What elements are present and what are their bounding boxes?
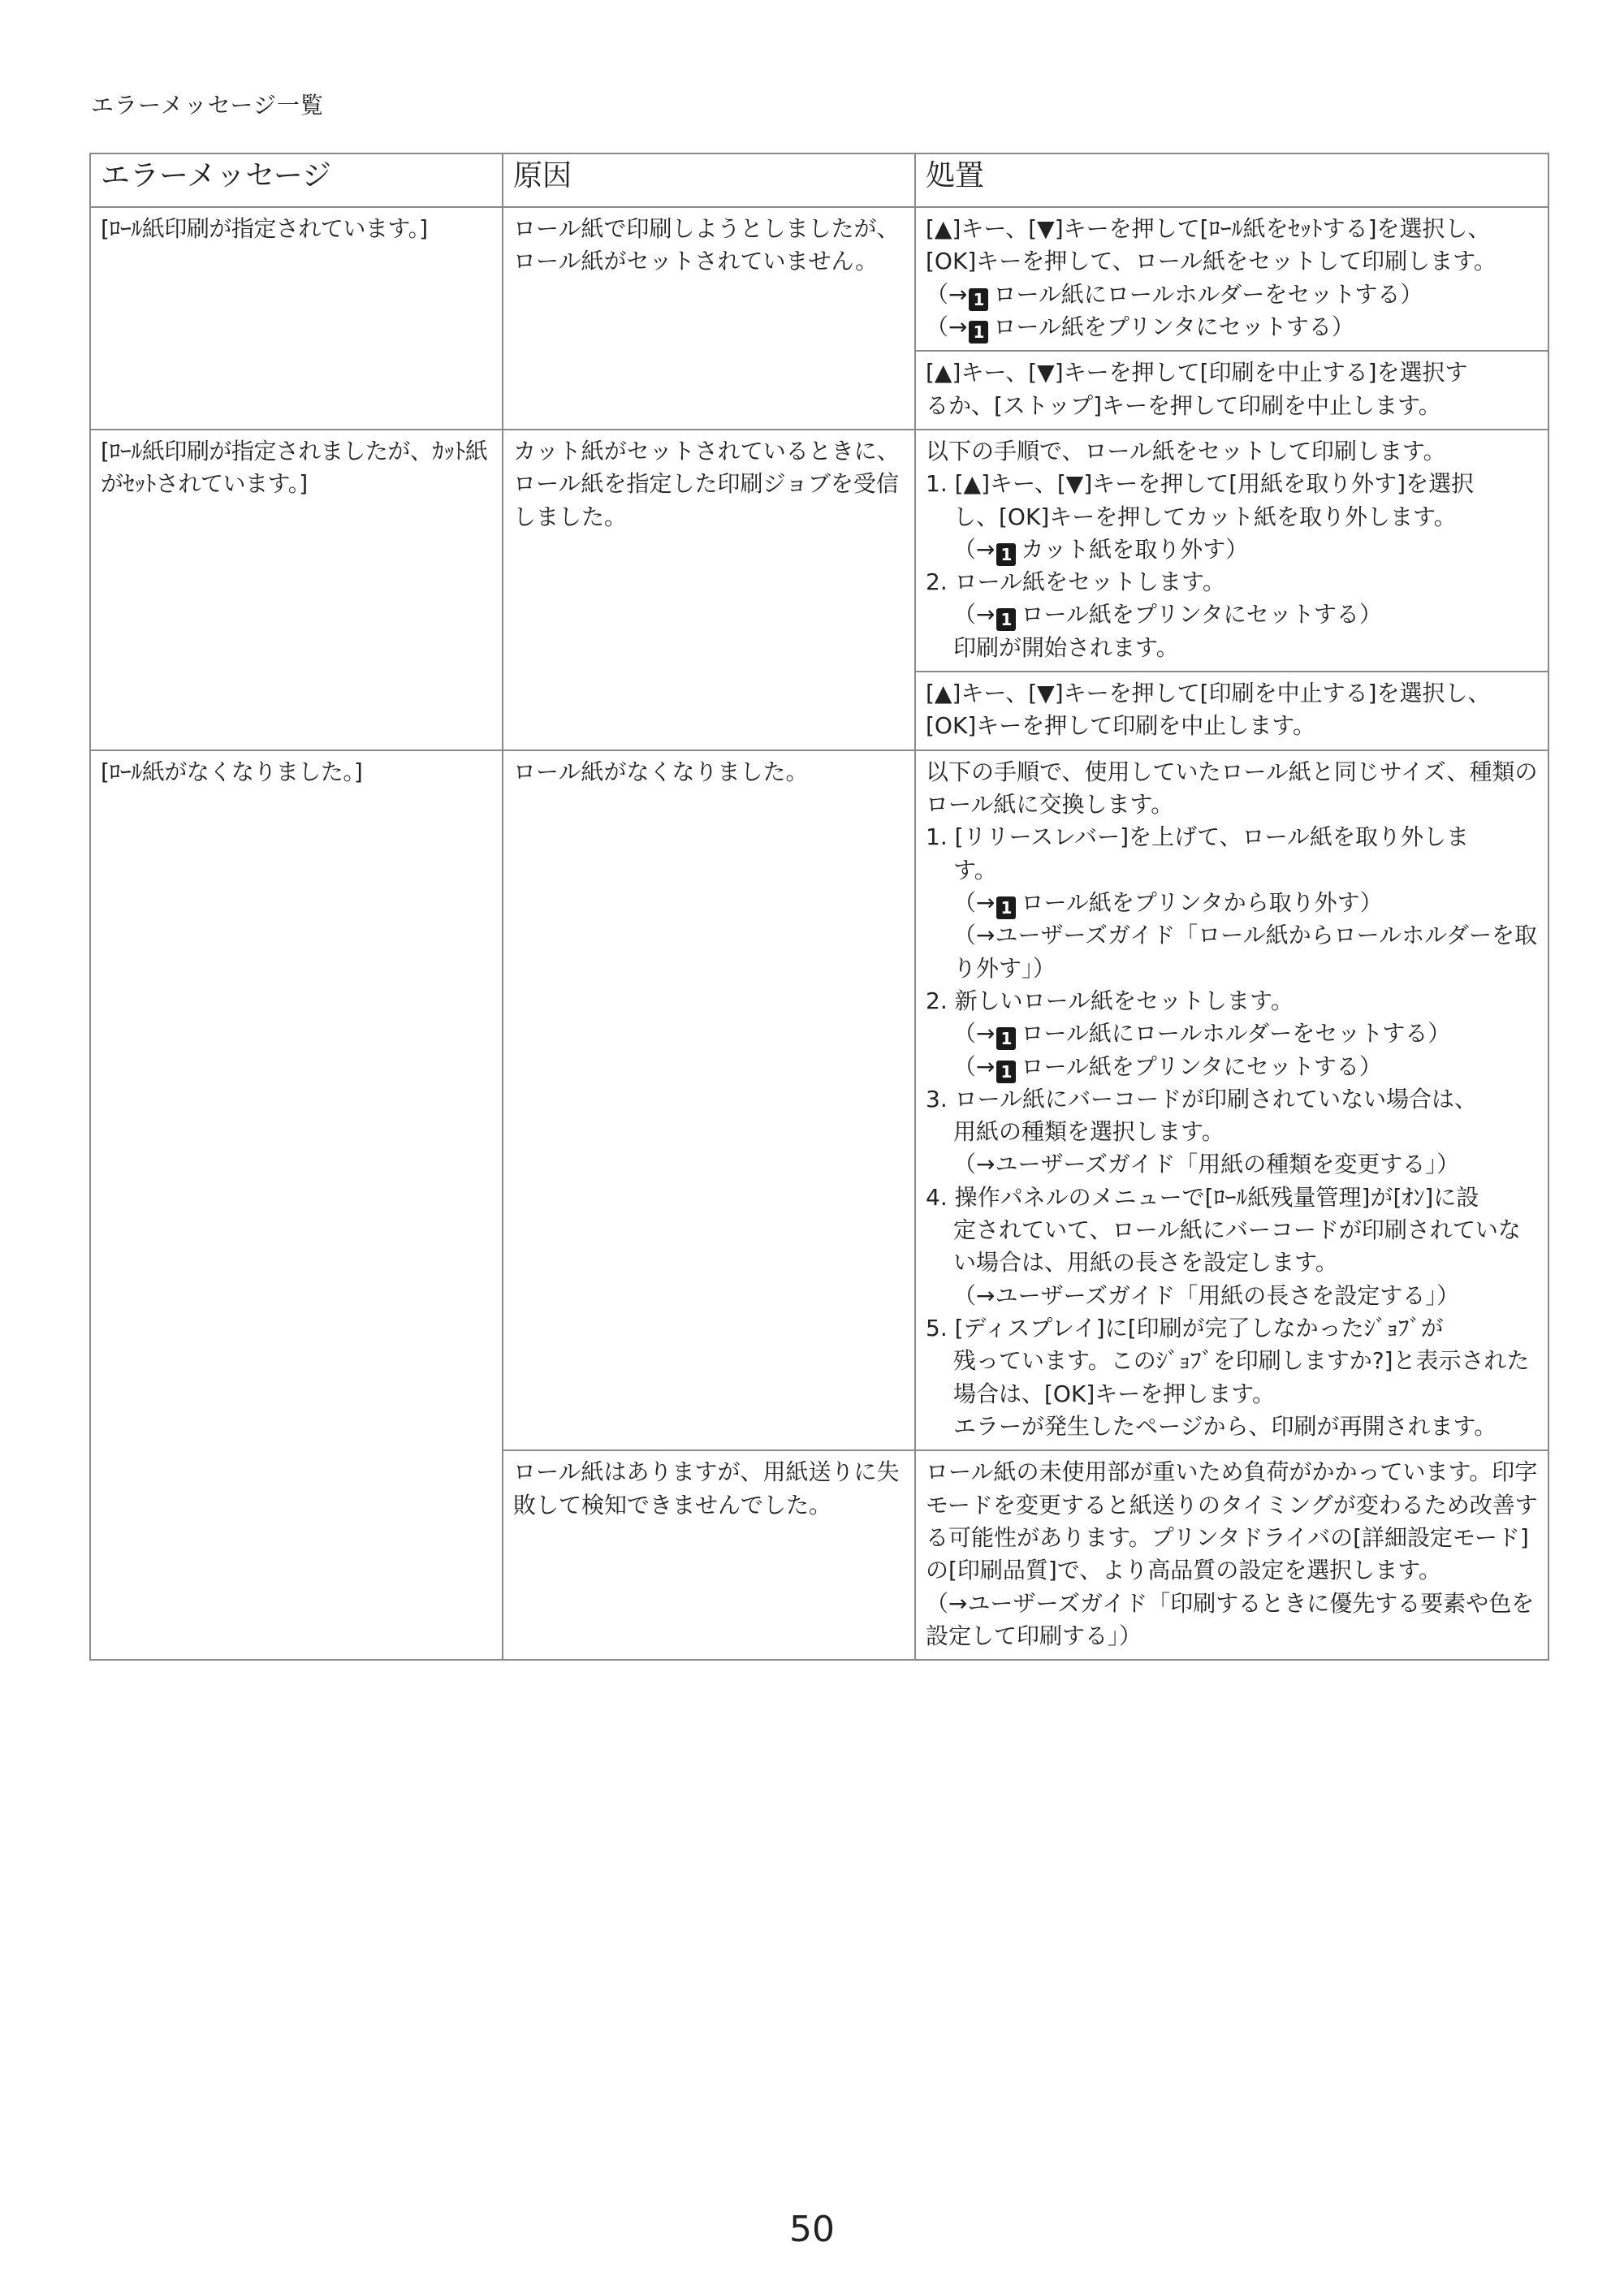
page-number: 50 <box>789 2209 835 2250</box>
reference-prefix: （→ <box>953 1020 996 1048</box>
reference-line <box>926 1017 1540 1050</box>
reference-text: ロール紙をプリンタにセットする） <box>1021 601 1382 629</box>
step-line: 残っています。このｼﾞｮﾌﾞを印刷しますか?]と表示された場合は、[OK]キーを押します。 <box>953 1347 1530 1407</box>
action-line: [▲]キー、[▼]キーを押して[ﾛｰﾙ紙をｾｯﾄする]を選択し、 <box>926 215 1491 242</box>
step-line: 用紙の種類を選択します。 <box>953 1118 1224 1146</box>
action-cell <box>915 1450 1548 1660</box>
action-line: [▲]キー、[▼]キーを押して[印刷を中止する]を選択す <box>926 359 1468 387</box>
cause-cell: ロール紙がなくなりました。 <box>503 750 915 1451</box>
header-cause: 原因 <box>503 153 915 207</box>
action-cell <box>915 672 1548 750</box>
action-cell <box>915 351 1548 430</box>
reference-text: ロール紙をプリンタにセットする） <box>993 313 1354 340</box>
reference-line <box>926 279 1540 311</box>
error-message-cell: [ﾛｰﾙ紙印刷が指定されています。] <box>90 207 503 430</box>
reference-text: ロール紙をプリンタにセットする） <box>1021 1052 1382 1080</box>
action-line: [OK]キーを押して印刷を中止します。 <box>926 712 1316 740</box>
cause-cell: ロール紙で印刷しようとしましたが、ロール紙がセットされていません。 <box>503 207 915 430</box>
header-error-message: エラーメッセージ <box>90 153 503 207</box>
reference-prefix: （→ <box>953 601 996 629</box>
table-row <box>90 750 1548 1451</box>
error-message-cell: [ﾛｰﾙ紙印刷が指定されましたが、ｶｯﾄ紙がｾｯﾄされています。] <box>90 430 503 750</box>
header-action: 処置 <box>915 153 1548 207</box>
step-line: 5. [ディスプレイ]に[印刷が完了しなかったｼﾞｮﾌﾞが <box>926 1315 1444 1341</box>
action-line: るか、[ストップ]キーを押して印刷を中止します。 <box>926 391 1441 419</box>
action-line: [OK]キーを押して、ロール紙をセットして印刷します。 <box>926 248 1497 275</box>
step-line: 2. 新しいロール紙をセットします。 <box>926 987 1294 1014</box>
error-message-table <box>89 153 1549 1661</box>
table-header-row <box>90 153 1548 207</box>
table-row <box>90 430 1548 672</box>
action-text: ロール紙の未使用部が重いため負荷がかかっています。印字モードを変更すると紙送りのタイミングが変わるため改善する可能性があります。プリンタドライバの[詳細設定モード]の[印刷品質]で、より高品質の設定を選択します。 <box>926 1458 1538 1584</box>
manual-1-icon: 1 <box>996 543 1016 566</box>
step-line: 1. [▲]キー、[▼]キーを押して[用紙を取り外す]を選択 <box>926 470 1475 498</box>
action-cell <box>915 430 1548 672</box>
manual-1-icon: 1 <box>996 896 1016 919</box>
manual-1-icon: 1 <box>969 321 988 343</box>
error-message-cell: [ﾛｰﾙ紙がなくなりました。] <box>90 750 503 1660</box>
step-line: エラーが発生したページから、印刷が再開されます。 <box>953 1412 1497 1440</box>
reference-line: （→ユーザーズガイド「用紙の長さを設定する」） <box>953 1281 1460 1309</box>
step-line: す。 <box>953 856 997 883</box>
reference-line <box>926 598 1540 631</box>
action-intro: 以下の手順で、ロール紙をセットして印刷します。 <box>926 437 1446 464</box>
step-line: 4. 操作パネルのメニューで[ﾛｰﾙ紙残量管理]が[ｵﾝ]に設 <box>926 1183 1479 1211</box>
reference-line <box>926 311 1540 343</box>
reference-line: （→ユーザーズガイド「ロール紙からロールホルダーを取り外す」） <box>953 922 1537 982</box>
reference-prefix: （→ <box>953 888 996 916</box>
reference-prefix: （→ <box>953 1052 996 1080</box>
step-line: 1. [リリースレバー]を上げて、ロール紙を取り外しま <box>926 823 1469 851</box>
reference-text: ロール紙をプリンタから取り外す） <box>1021 888 1383 916</box>
reference-line <box>926 534 1540 566</box>
cause-cell: ロール紙はありますが、用紙送りに失敗して検知できませんでした。 <box>503 1450 915 1660</box>
reference-line <box>926 1051 1540 1083</box>
reference-text: ロール紙にロールホルダーをセットする） <box>1021 1020 1451 1048</box>
step-line: 定されていて、ロール紙にバーコードが印刷されていない場合は、用紙の長さを設定します。 <box>953 1216 1521 1277</box>
reference-text: ロール紙にロールホルダーをセットする） <box>993 280 1423 308</box>
action-cell <box>915 750 1548 1451</box>
table-row <box>90 207 1548 351</box>
step-line: し、[OK]キーを押してカット紙を取り外します。 <box>953 503 1457 530</box>
action-cell <box>915 207 1548 351</box>
reference-text: カット紙を取り外す） <box>1021 535 1249 563</box>
step-line: 3. ロール紙にバーコードが印刷されていない場合は、 <box>926 1085 1478 1112</box>
action-intro: 以下の手順で、使用していたロール紙と同じサイズ、種類のロール紙に交換します。 <box>926 758 1538 818</box>
reference-prefix: （→ <box>926 280 968 308</box>
step-line: 印刷が開始されます。 <box>953 633 1179 661</box>
reference-line <box>926 887 1540 919</box>
reference-prefix: （→ <box>926 313 968 340</box>
reference-line: （→ユーザーズガイド「用紙の種類を変更する」） <box>953 1151 1460 1178</box>
reference-line: （→ユーザーズガイド「印刷するときに優先する要素や色を設定して印刷する」） <box>926 1589 1535 1649</box>
manual-1-icon: 1 <box>996 1061 1016 1083</box>
reference-prefix: （→ <box>953 535 996 563</box>
cause-cell: カット紙がセットされているときに、ロール紙を指定した印刷ジョブを受信しました。 <box>503 430 915 750</box>
step-line: 2. ロール紙をセットします。 <box>926 568 1225 596</box>
manual-1-icon: 1 <box>996 608 1016 631</box>
action-line: [▲]キー、[▼]キーを押して[印刷を中止する]を選択し、 <box>926 680 1491 707</box>
manual-1-icon: 1 <box>969 288 988 311</box>
manual-1-icon: 1 <box>996 1027 1016 1050</box>
section-title: エラーメッセージ一覧 <box>91 92 324 119</box>
